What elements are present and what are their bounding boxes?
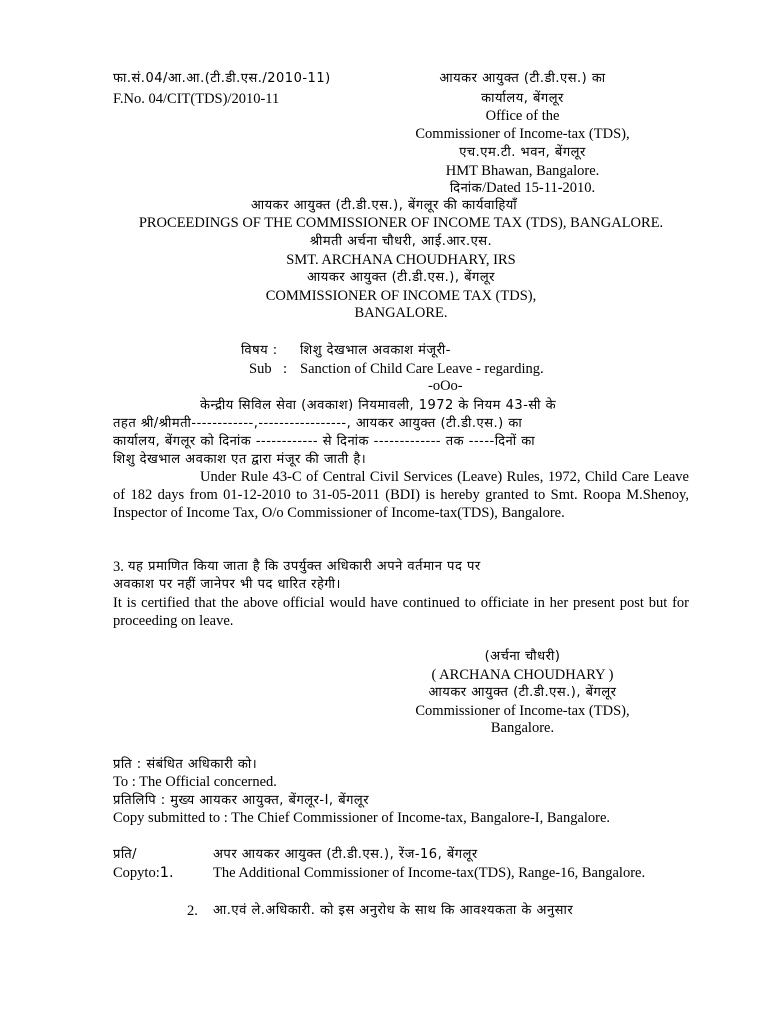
subject-text: Sanction of Child Care Leave - regarding. [300,361,544,377]
signatory-name-hindi: (अर्चना चौधरी) [484,649,561,664]
file-number-hindi: फा.सं.04/आ.आ.(टी.डी.एस./2010-11) [113,71,331,86]
officer-designation-hindi: आयकर आयुक्त (टी.डी.एस.), बेंगलूर [307,270,495,285]
copy-submitted-line: Copy submitted to : The Chief Commissioner of Income-tax, Bangalore-I, Bangalore. [113,810,611,826]
office-hindi-line-2: कार्यालय, बेंगलूर [481,91,564,106]
to-line: To : The Official concerned. [113,774,277,790]
signatory-name: ( ARCHANA CHOUDHARY ) [431,667,614,683]
office-hindi-line-1: आयकर आयुक्त (टी.डी.एस.) का [439,71,606,86]
subject-label: Sub [249,361,272,377]
copyto-label-text: Copyto: [113,865,160,881]
copyto-item1-hindi: अपर आयकर आयुक्त (टी.डी.एस.), रेंज-16, बेंगलूर [213,847,478,862]
item2-hindi: आ.एवं ले.अधिकारी. को इस अनुरोध के साथ कि आवश्यकता के अनुसार [213,903,574,918]
date-value: /Dated 15-11-2010. [482,180,596,196]
bhawan: HMT Bhawan, Bangalore. [445,163,600,179]
file-number: F.No. 04/CIT(TDS)/2010-11 [113,91,280,107]
subject-colon: : [283,361,288,377]
copy-submitted-hindi: प्रतिलिपि : मुख्य आयकर आयुक्त, बेंगलूर-I, बेंगलूर [113,793,370,808]
date-line [400,179,645,198]
item1-number: 1. [159,865,174,881]
para1-hindi-line-3: कार्यालय, बेंगलूर को दिनांक ------------ से दिनांक ------------- तक -----दिनों का [113,434,536,449]
para3-number: 3. [113,559,124,575]
copyto-hindi: प्रति/ [113,847,138,862]
date-label-hindi: दिनांक [449,181,483,196]
bhawan-hindi: एच.एम.टी. भवन, बेंगलूर [459,145,586,160]
signatory-designation-line-1: Commissioner of Income-tax (TDS), [415,703,630,719]
officer-designation-line-1: COMMISSIONER OF INCOME TAX (TDS), [265,288,537,304]
proceedings-title: PROCEEDINGS OF THE COMMISSIONER OF INCOME TAX (TDS), BANGALORE. [138,215,664,231]
item1-text: The Additional Commissioner of Income-tax(TDS), Range-16, Bangalore. [213,865,646,881]
para3-text: It is certified that the above official would have continued to officiate in her present post but for proceeding on leave. [113,595,689,629]
copyto-label [113,864,174,882]
item2-number: 2. [187,903,198,919]
para3-hindi-line-2: अवकाश पर नहीं जानेपर भी पद धारित रहेगी। [113,577,341,592]
separator: -oOo- [428,378,463,394]
para1-hindi-line-4: शिशु देखभाल अवकाश एत द्वारा मंजूर की जाती है। [113,452,367,467]
signatory-designation-hindi: आयकर आयुक्त (टी.डी.एस.), बेंगलूर [428,685,617,700]
para1-text: Under Rule 43-C of Central Civil Services (Leave) Rules, 1972, Child Care Leave of 182 days from 01-12-2010 to 31-05-2011 (BDI) is hereby granted to Smt. Roopa M.Shenoy, Inspector of Income Tax, O/o Commissioner of Income-tax(TDS), Bangalore. [113,469,689,521]
subject-label-hindi: विषय : [241,343,278,358]
office-line-2: Commissioner of Income-tax (TDS), [415,126,630,142]
signatory-designation-line-2: Bangalore. [490,720,555,736]
para3-hindi-line-1: यह प्रमाणित किया जाता है कि उपर्युक्त अधिकारी अपने वर्तमान पद पर [128,559,481,574]
office-line-1: Office of the [485,108,560,124]
officer-designation-line-2: BANGALORE. [354,305,448,321]
para1-hindi-line-1: केन्द्रीय सिविल सेवा (अवकाश) नियमावली, 1972 के नियम 43-सी के [200,398,557,413]
to-hindi: प्रति : संबंधित अधिकारी को। [113,757,258,772]
officer-name: SMT. ARCHANA CHOUDHARY, IRS [286,252,516,268]
para1-hindi-line-2: तहत श्री/श्रीमती------------,-----------------, आयकर आयुक्त (टी.डी.एस.) का [113,416,523,431]
proceedings-title-hindi: आयकर आयुक्त (टी.डी.एस.), बेंगलूर की कार्यवाहियाँ [250,198,518,213]
subject-text-hindi: शिशु देखभाल अवकाश मंजूरी- [300,343,451,358]
officer-name-hindi: श्रीमती अर्चना चौधरी, आई.आर.एस. [309,234,493,249]
